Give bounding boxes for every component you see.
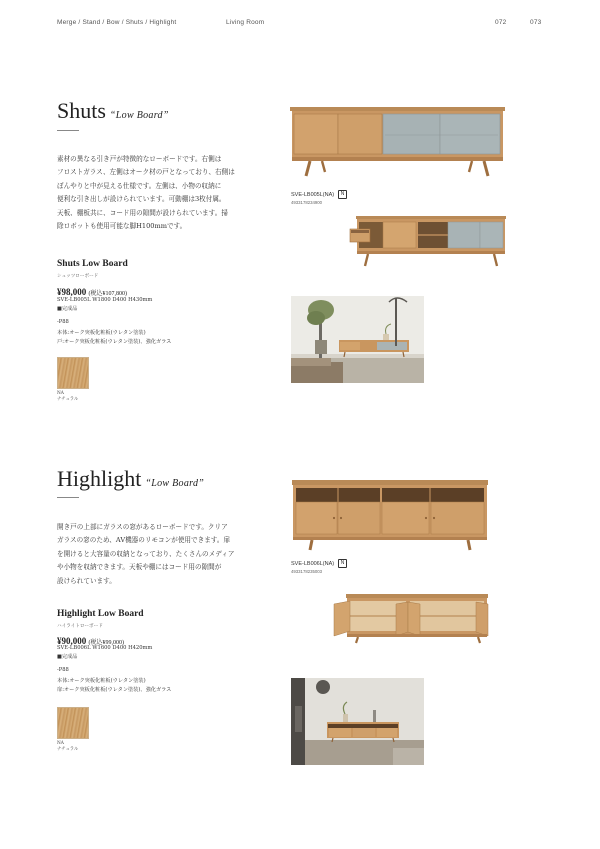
shuts-specs bbox=[57, 296, 171, 347]
shuts-product-kana: シュッツローボード bbox=[57, 274, 99, 279]
highlight-title-text: Highlight bbox=[57, 466, 142, 491]
shuts-title-text: Shuts bbox=[57, 98, 106, 123]
shuts-product-code bbox=[291, 190, 347, 199]
highlight-title bbox=[57, 468, 204, 490]
shuts-product-name: Shuts Low Board bbox=[57, 259, 128, 269]
highlight-swatch-code: NA bbox=[57, 741, 64, 746]
highlight-open-image bbox=[330, 592, 492, 644]
shuts-desc-line: ぼんやりと中が見える仕様です。左側は、小物の収納に bbox=[57, 181, 222, 190]
shuts-room-photo bbox=[291, 296, 424, 383]
shuts-product-image bbox=[288, 105, 508, 183]
highlight-model-size: SVE-LB006L W1600 D400 H420mm bbox=[57, 645, 153, 651]
shuts-desc-line: 除ロボットも使用可能な脚H100mmです。 bbox=[57, 222, 187, 231]
highlight-material-door: 扉:オーク突板化粧板(ウレタン塗装)、強化ガラス bbox=[57, 687, 172, 693]
section-label: Living Room bbox=[226, 19, 265, 26]
highlight-desc-line: 開き戸の上部にガラスの窓があるローボードです。クリア bbox=[57, 523, 228, 531]
highlight-status: ■完成品 bbox=[57, 654, 78, 660]
shuts-code-text: SVE-LB005L(NA) bbox=[291, 191, 335, 198]
highlight-specs bbox=[57, 644, 171, 695]
highlight-jan: 4933178235003 bbox=[291, 569, 323, 574]
shuts-open-image bbox=[348, 212, 508, 270]
highlight-desc-line: を開けると大容量の収納となっており、たくさんのメディア bbox=[57, 549, 235, 558]
highlight-code-badge: N bbox=[338, 559, 347, 568]
shuts-price-value: ¥98,000 bbox=[57, 287, 87, 297]
highlight-desc-line: や小物を収納できます。天板や棚にはコード用の隙間が bbox=[57, 563, 222, 572]
shuts-price-tax: (税込¥107,800) bbox=[88, 291, 127, 297]
highlight-swatch-label bbox=[57, 741, 78, 753]
highlight-product-image bbox=[290, 478, 490, 552]
highlight-room-photo bbox=[291, 678, 424, 765]
highlight-title-rule bbox=[57, 497, 79, 498]
highlight-subtitle: “Low Board” bbox=[145, 478, 205, 489]
highlight-desc-line: ガラスの窓のため、AV機器のリモコンが使用できます。扉 bbox=[57, 536, 231, 545]
breadcrumb: Merge / Stand / Bow / Shuts / Highlight bbox=[57, 19, 177, 26]
shuts-desc-line: 天板、棚板共に、コード用の隙間が設けられています。掃 bbox=[57, 208, 228, 217]
shuts-subtitle: “Low Board” bbox=[109, 110, 169, 121]
highlight-product-name: Highlight Low Board bbox=[57, 609, 144, 619]
shuts-title-rule bbox=[57, 130, 79, 131]
shuts-swatch-name: ナチュラル bbox=[57, 397, 79, 402]
shuts-swatch-code: NA bbox=[57, 391, 64, 396]
highlight-product-code bbox=[291, 559, 347, 568]
highlight-swatch-natural[interactable] bbox=[57, 707, 89, 739]
page-number-left: 072 bbox=[495, 19, 507, 26]
shuts-material-door: 戸:オーク突板化粧板(ウレタン塗装)、強化ガラス bbox=[57, 339, 172, 345]
shuts-desc-line: 素材の異なる引き戸が特徴的なローボードです。右側は bbox=[57, 155, 222, 163]
shuts-desc-line: 便利な引き出しが設けられています。可動棚は3枚付属。 bbox=[57, 195, 226, 204]
highlight-page-ref: -P88 bbox=[57, 667, 69, 673]
highlight-code-text: SVE-LB006L(NA) bbox=[291, 560, 335, 567]
highlight-price-value: ¥90,000 bbox=[57, 636, 87, 646]
shuts-desc-line: フロストガラス、左側はオーク材の戸となっており、右側は bbox=[57, 168, 235, 177]
shuts-jan: 4933178234900 bbox=[291, 200, 323, 205]
shuts-swatch-natural[interactable] bbox=[57, 357, 89, 389]
shuts-page-ref: -P88 bbox=[57, 319, 69, 325]
highlight-desc-line: 設けられています。 bbox=[57, 576, 116, 585]
shuts-model-size: SVE-LB005L W1800 D400 H430mm bbox=[57, 297, 153, 303]
highlight-description bbox=[57, 521, 257, 588]
shuts-title bbox=[57, 100, 169, 122]
shuts-swatch-label bbox=[57, 391, 78, 403]
shuts-code-badge: N bbox=[338, 190, 347, 199]
highlight-product-kana: ハイライトローボード bbox=[57, 624, 103, 629]
highlight-swatch-name: ナチュラル bbox=[57, 747, 79, 752]
shuts-description bbox=[57, 153, 257, 233]
shuts-status: ■完成品 bbox=[57, 306, 78, 312]
shuts-material-body: 本体:オーク突板化粧板(ウレタン塗装) bbox=[57, 330, 146, 336]
highlight-price-tax: (税込¥99,000) bbox=[88, 640, 124, 646]
page-number-right: 073 bbox=[530, 19, 542, 26]
highlight-material-body: 本体:オーク突板化粧板(ウレタン塗装) bbox=[57, 678, 146, 684]
